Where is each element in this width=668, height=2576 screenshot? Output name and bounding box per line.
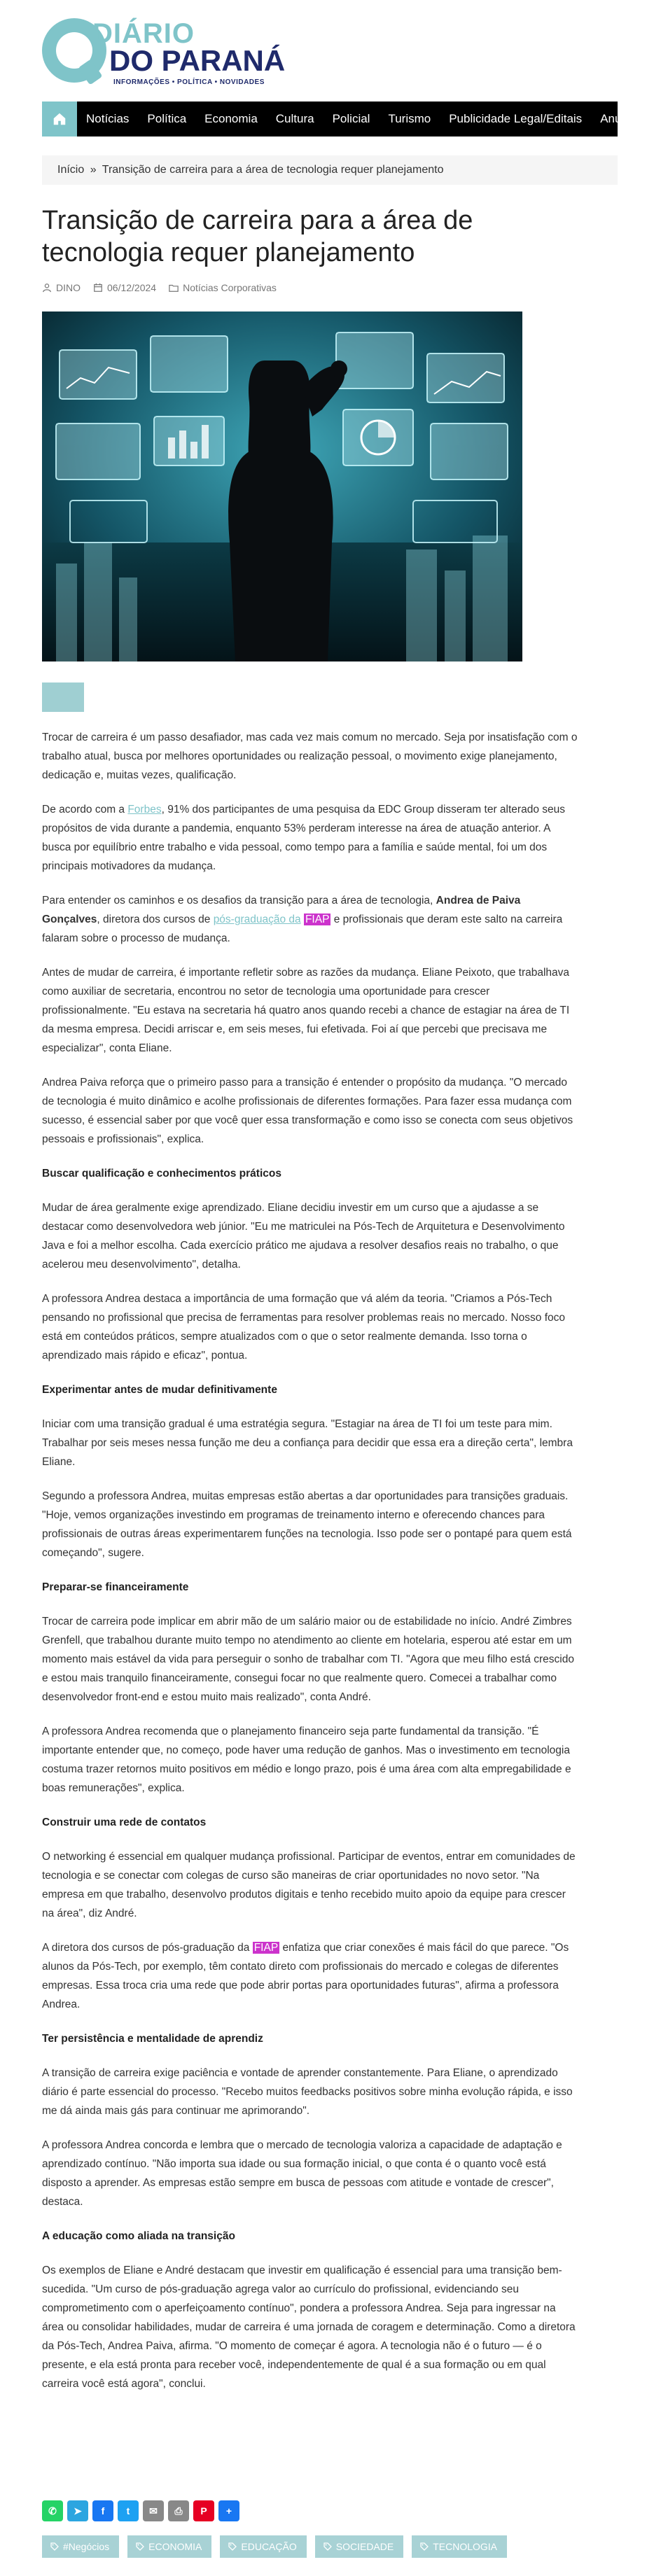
meta-category-name: Notícias Corporativas bbox=[183, 282, 277, 293]
woman-tech-screens-illustration bbox=[42, 312, 522, 662]
breadcrumb bbox=[42, 155, 618, 185]
tag-icon bbox=[136, 2542, 144, 2551]
text-run: e profissionais que deram este salto na carreira falaram sobre o processo de mudança. bbox=[42, 913, 563, 944]
site-header bbox=[0, 0, 618, 98]
paragraph: Andrea Paiva reforça que o primeiro passo para a transição é entender o propósito da mudança. "O mercado de tecnologia é muito dinâmico e acolhe profissionais de diferentes formações. Para fazer essa mudança com sucesso, é essencial saber por que você quer essa transformação e como isso se conecta com seus objetivos pessoais e profissionais", explica. bbox=[42, 1077, 573, 1145]
text-run: Para entender os caminhos e os desafios da transição para a área de tecnologia, bbox=[42, 895, 436, 906]
nav-item-noticias[interactable]: Notícias bbox=[86, 112, 130, 125]
section-heading: Buscar qualificação e conhecimentos práticos bbox=[42, 1168, 281, 1180]
tag-label: EDUCAÇÃO bbox=[241, 2541, 297, 2552]
page-title: Transição de carreira para a área de tecnologia requer planejamento bbox=[42, 206, 473, 267]
tag-list bbox=[42, 2535, 515, 2558]
meta-date bbox=[93, 282, 156, 293]
pinterest-share-icon[interactable]: P bbox=[193, 2500, 214, 2521]
article-hero-image bbox=[42, 312, 522, 662]
home-icon bbox=[52, 111, 67, 127]
tag-item[interactable] bbox=[220, 2535, 306, 2558]
breadcrumb-separator: » bbox=[90, 164, 97, 176]
paragraph: A transição de carreira exige paciência e vontade de aprender constantemente. Para Eliane, o aprendizado diário é parte essencial do processo. "Recebo muitos feedbacks positivos sobre minha evolução rápida, e isso me dá ainda mais gás para continuar me aprimorando". bbox=[42, 2067, 573, 2117]
nav-item-policial[interactable]: Policial bbox=[332, 112, 370, 125]
paragraph: O networking é essencial em qualquer mudança profissional. Participar de eventos, entrar em comunidades de tecnologia e se conectar com colegas de curso são maneiras de criar oportunidades no novo setor. "Na empresa em que trabalho, desenvolvo produtos digitais e tenho recebido muito apoio da equipe para crescer na área", diz André. bbox=[42, 1851, 576, 1919]
nav-item-turismo[interactable]: Turismo bbox=[388, 112, 431, 125]
section-heading: Preparar-se financeiramente bbox=[42, 1581, 189, 1593]
paragraph: A professora Andrea destaca a importância de uma formação que vá além da teoria. "Criamos a Pós-Tech pensando no profissional que precisa de ferramentas para resolver problemas reais no mercado. Nosso foco está em conteúdos práticos, sempre atualizados com o que o setor realmente demanda. Isso torna o aprendizado mais rápido e eficaz", pontua. bbox=[42, 1293, 565, 1362]
paragraph: Mudar de área geralmente exige aprendizado. Eliane decidiu investir em um curso que a ajudasse a se destacar como desenvolvedora web júnior. "Eu me matriculei na Pós-Tech de Arquitetura e Desenvolvimento Java e foi a melhor escolha. Cada exercício prático me ajudava a resolver desafios reais no trabalho, o que acelerou meu desenvolvimento", detalha. bbox=[42, 1202, 565, 1270]
section-heading: Ter persistência e mentalidade de aprendiz bbox=[42, 2033, 263, 2045]
nav-item-economia[interactable]: Economia bbox=[204, 112, 258, 125]
fiap-highlight[interactable]: FIAP bbox=[253, 1942, 279, 1954]
calendar-icon bbox=[93, 283, 103, 293]
paragraph bbox=[42, 1938, 578, 2014]
bold-name: Andrea de Paiva Gonçalves bbox=[42, 895, 521, 925]
nav-item-cultura[interactable]: Cultura bbox=[275, 112, 314, 125]
whatsapp-share-icon[interactable]: ✆ bbox=[42, 2500, 63, 2521]
paragraph: Trocar de carreira pode implicar em abrir mão de um salário maior ou de estabilidade no início. André Zimbres Grenfell, que trabalhou durante muito tempo no atendimento ao cliente em hotelaria, esperou até estar em um momento mais estável da vida para perseguir o sonho de trabalhar com TI. "Agora que meu filho está crescido e estou mais tranquilo financeiramente, consegui focar no que realmente quero. Comecei a trabalhar como desenvolvedor front-end e estou muito mais realizado", conta André. bbox=[42, 1616, 574, 1703]
paragraph bbox=[42, 800, 578, 876]
tag-label: SOCIEDADE bbox=[335, 2541, 394, 2552]
nav-item-anuncie[interactable]: Anuncie co bbox=[600, 112, 660, 125]
nav-home-button[interactable] bbox=[42, 102, 77, 136]
meta-author[interactable] bbox=[42, 282, 81, 293]
breadcrumb-current: Transição de carreira para a área de tecnologia requer planejamento bbox=[102, 164, 444, 176]
share-bar bbox=[42, 2500, 244, 2521]
breadcrumb-home-link[interactable]: Início bbox=[57, 164, 85, 176]
tag-label: #Negócios bbox=[63, 2541, 110, 2552]
paragraph: Iniciar com uma transição gradual é uma estratégia segura. "Estagiar na área de TI foi um teste para mim. Trabalhar por seis meses nessa função me deu a confiança para decidir que essa era a direção certa", lembra Eliane. bbox=[42, 1418, 573, 1468]
logo-text-top: DIÁRIO bbox=[92, 18, 195, 49]
paragraph: Trocar de carreira é um passo desafiador, mas cada vez mais comum no mercado. Seja por insatisfação com o trabalho atual, busca por melhores oportunidades ou realização pessoal, o movimento exige planejamento, dedicação e, muitas vezes, qualificação. bbox=[42, 732, 578, 781]
logo-tagline: INFORMAÇÕES • POLÍTICA • NOVIDADES bbox=[113, 78, 265, 86]
text-run: , diretora dos cursos de bbox=[97, 913, 214, 925]
more-share-icon[interactable]: + bbox=[218, 2500, 239, 2521]
nav-item-politica[interactable]: Política bbox=[147, 112, 187, 125]
paragraph: A professora Andrea concorda e lembra que o mercado de tecnologia valoriza a capacidade de adaptação e aprendizado contínuo. "Não importa sua idade ou sua formação inicial, o que conta é o quanto você está disposto a aprender. As empresas estão sempre em busca de pessoas com atitude e vontade de crescer", destaca. bbox=[42, 2139, 562, 2208]
meta-date-value: 06/12/2024 bbox=[107, 282, 157, 293]
text-run: A diretora dos cursos de pós-graduação da bbox=[42, 1942, 253, 1954]
folder-icon bbox=[169, 283, 179, 293]
paragraph: Os exemplos de Eliane e André destacam que investir em qualificação é essencial para uma transição bem-sucedida. "Um curso de pós-graduação agrega valor ao currículo do profissional, evidenciando seu comprometimento com o aperfeiçoamento contínuo", pondera a professora Andrea. Seja para ingressar na área ou consolidar habilidades, mudar de carreira é uma jornada de coragem e determinação. Como a diretora da Pós-Tech, Andrea Paiva, afirma. "O momento de começar é agora. A tecnologia não é o futuro — é o presente, e ela está pronta para receber você, independentemente de qual é a sua formação ou em qual carreira você está agora", conclui. bbox=[42, 2264, 576, 2390]
text-run: enfatiza que criar conexões é mais fácil do que parece. "Os alunos da Pós-Tech, por exemplo, têm contato direto com profissionais do mercado e colegas de diferentes empresas. Essa troca cria uma rede que pode abrir portas para oportunidades futuras", afirma a professora Andrea. bbox=[42, 1942, 569, 2010]
teal-placeholder-block bbox=[42, 682, 84, 712]
paragraph: Segundo a professora Andrea, muitas empresas estão abertas a dar oportunidades para transições graduais. "Hoje, vemos organizações investindo em programas de treinamento interno e oferecendo chances para profissionais de outras áreas experimentarem funções na tecnologia. Isso pode ser o pontapé para quem está começando", sugere. bbox=[42, 1490, 572, 1559]
article-meta bbox=[42, 280, 289, 295]
tag-icon bbox=[50, 2542, 59, 2551]
tag-label: TECNOLOGIA bbox=[433, 2541, 498, 2552]
logo-text-bottom: DO PARANÁ bbox=[109, 44, 286, 77]
article-body bbox=[42, 728, 578, 2409]
tag-item[interactable] bbox=[412, 2535, 507, 2558]
section-heading: Construir uma rede de contatos bbox=[42, 1816, 207, 1828]
telegram-share-icon[interactable]: ➤ bbox=[67, 2500, 88, 2521]
text-run: De acordo com a bbox=[42, 804, 128, 816]
meta-category[interactable] bbox=[169, 282, 277, 293]
section-heading: Experimentar antes de mudar definitivamente bbox=[42, 1384, 277, 1396]
paragraph bbox=[42, 891, 578, 948]
pos-graduacao-link[interactable]: pós-graduação da bbox=[213, 913, 301, 925]
user-icon bbox=[42, 283, 52, 293]
text-run: , 91% dos participantes de uma pesquisa da EDC Group disseram ter alterado seus propósitos de vida durante a pandemia, enquanto 53% perderam interesse na área de atuação anterior. A busca por equilíbrio entre trabalho e vida pessoal, como tempo para a família e saúde mental, foi um dos principais motivadores da mudança. bbox=[42, 804, 565, 872]
tag-icon bbox=[420, 2542, 429, 2551]
twitter-share-icon[interactable]: t bbox=[118, 2500, 139, 2521]
tag-item[interactable] bbox=[127, 2535, 211, 2558]
email-share-icon[interactable]: ✉ bbox=[143, 2500, 164, 2521]
nav-item-publicidade[interactable]: Publicidade Legal/Editais bbox=[449, 112, 583, 125]
forbes-link[interactable]: Forbes bbox=[127, 804, 162, 816]
paragraph: Antes de mudar de carreira, é importante refletir sobre as razões da mudança. Eliane Peixoto, que trabalhava como auxiliar de secretaria, encontrou no setor de tecnologia uma oportunidade para crescer profissionalmente. "Eu estava na secretaria há quatro anos quando recebi a chance de estagiar na área de TI da mesma empresa. Decidi arriscar e, em seis meses, fui efetivada. Foi aí que percebi que precisava me especializar", conta Eliane. bbox=[42, 967, 570, 1054]
tag-icon bbox=[323, 2542, 332, 2551]
section-heading: A educação como aliada na transição bbox=[42, 2230, 235, 2242]
tag-label: ECONOMIA bbox=[148, 2541, 202, 2552]
paragraph: A professora Andrea recomenda que o planejamento financeiro seja parte fundamental da transição. "É importante entender que, no começo, pode haver uma redução de ganhos. Mas o investimento em tecnologia costuma trazer retornos muito positivos em médio e longo prazo, pois é uma área com alta empregabilidade e boas remunerações", explica. bbox=[42, 1726, 571, 1794]
site-logo[interactable] bbox=[42, 15, 294, 85]
tag-item[interactable] bbox=[42, 2535, 119, 2558]
tag-item[interactable] bbox=[315, 2535, 403, 2558]
main-nav bbox=[42, 102, 660, 136]
fiap-highlight[interactable]: FIAP bbox=[305, 913, 330, 925]
meta-author-name: DINO bbox=[56, 282, 81, 293]
print-share-icon[interactable]: ⎙ bbox=[168, 2500, 189, 2521]
facebook-share-icon[interactable]: f bbox=[92, 2500, 113, 2521]
tag-icon bbox=[228, 2542, 237, 2551]
